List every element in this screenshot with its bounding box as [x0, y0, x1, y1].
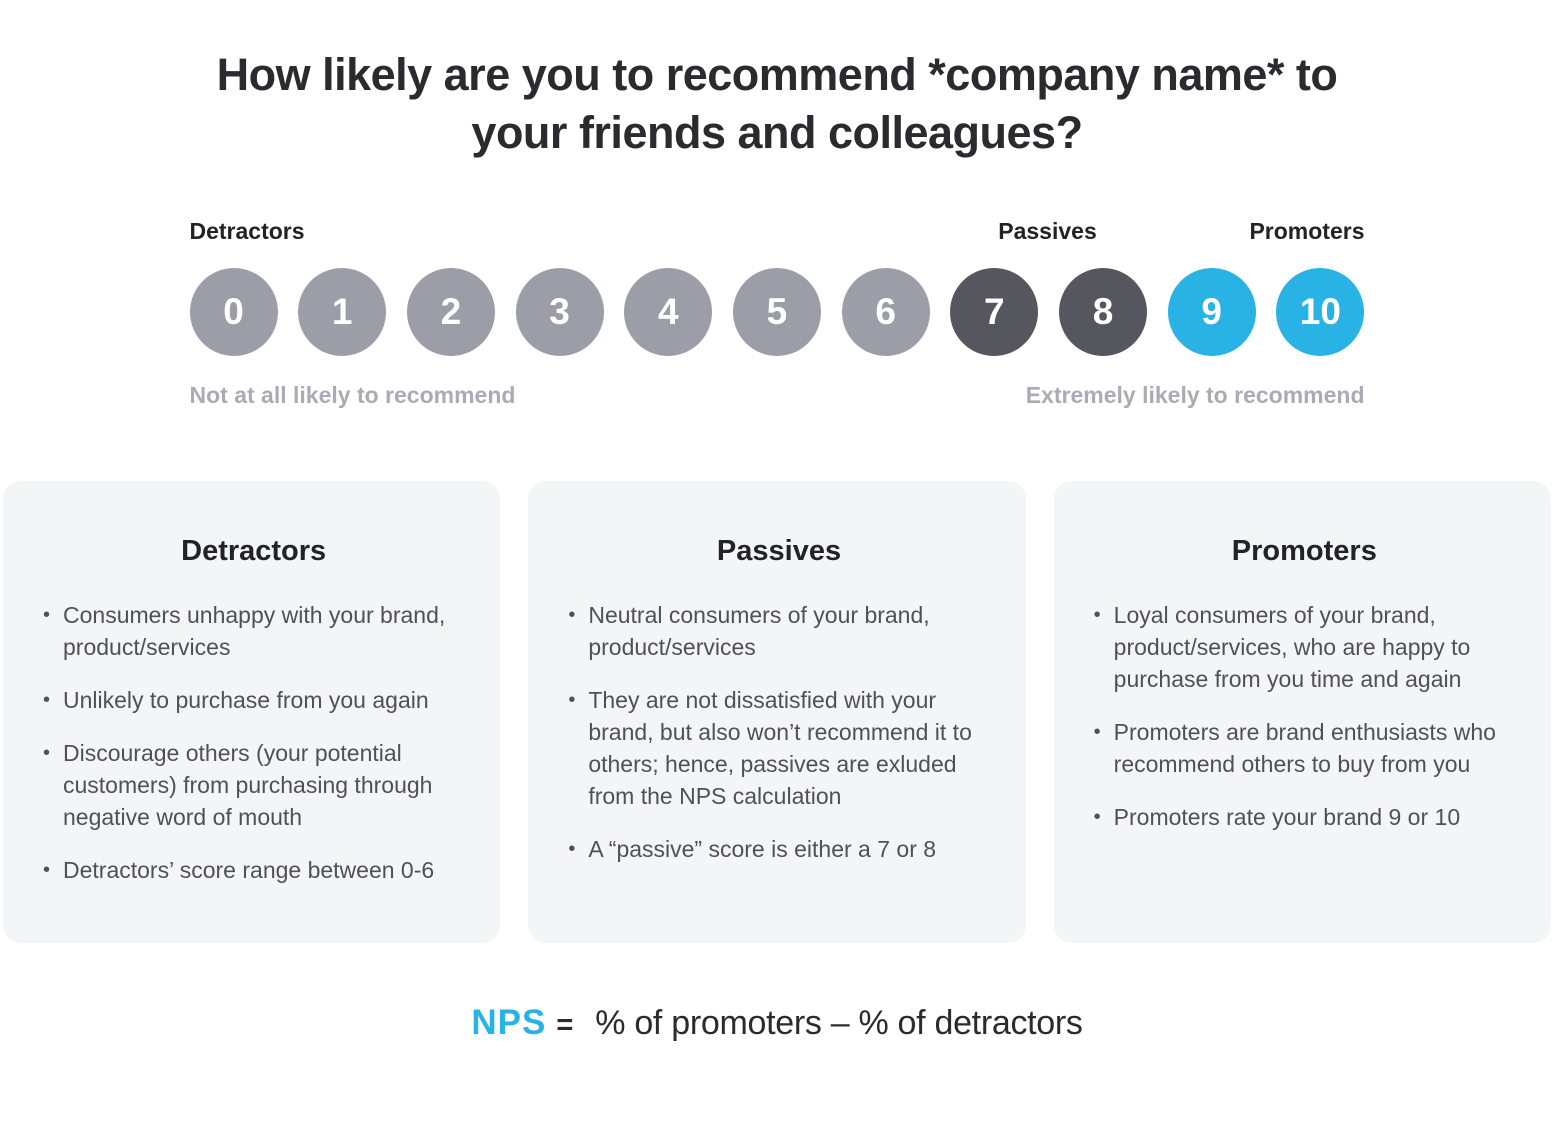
detractors-card-title: Detractors: [181, 535, 327, 567]
list-item: • Neutral consumers of your brand, product/services: [562, 599, 995, 663]
list-item: • They are not dissatisfied with your brand, but also won’t recommend it to others; hence, passives are exluded from the NPS calculation: [562, 684, 995, 812]
list-item: • A “passive” score is either a 7 or 8: [562, 833, 995, 865]
promoters-bullet-list: [1088, 599, 1521, 833]
nps-formula: [0, 1003, 1554, 1043]
score-circle-9[interactable]: 9: [1168, 268, 1256, 356]
score-circle-7[interactable]: 7: [950, 268, 1038, 356]
nps-formula-expression: % of promoters – % of detractors: [595, 1004, 1083, 1042]
category-cards: [0, 481, 1554, 943]
page-title-line1: How likely are you to recommend *company name* to: [216, 49, 1338, 100]
score-circle-10[interactable]: 10: [1276, 268, 1364, 356]
promoters-card: [1054, 481, 1551, 943]
passives-card: [528, 481, 1025, 943]
scale-group-labels: [190, 218, 1365, 246]
list-item: • Detractors’ score range between 0-6: [37, 854, 470, 886]
list-item: • Unlikely to purchase from you again: [37, 684, 470, 716]
left-scale-caption: Not at all likely to recommend: [189, 382, 516, 408]
scale-captions: [190, 382, 1365, 409]
list-item: • Promoters rate your brand 9 or 10: [1088, 801, 1521, 833]
score-circle-2[interactable]: 2: [407, 268, 495, 356]
list-item: • Loyal consumers of your brand, product/services, who are happy to purchase from you time and again: [1088, 599, 1521, 695]
detractors-bullet-list: [37, 599, 470, 886]
passives-group-label: Passives: [998, 218, 1097, 244]
score-circle-row: [190, 268, 1365, 356]
promoters-group-label: Promoters: [1249, 218, 1365, 244]
score-circle-8[interactable]: 8: [1059, 268, 1147, 356]
nps-formula-equals: =: [556, 1009, 574, 1041]
nps-formula-label: NPS: [471, 1003, 547, 1042]
page-title: [0, 46, 1554, 162]
passives-bullet-list: [562, 599, 995, 865]
passives-card-title: Passives: [716, 535, 842, 567]
detractors-card: [3, 481, 500, 943]
detractors-group-label: Detractors: [189, 218, 305, 244]
score-circle-6[interactable]: 6: [842, 268, 930, 356]
right-scale-caption: Extremely likely to recommend: [1025, 382, 1365, 408]
score-circle-1[interactable]: 1: [298, 268, 386, 356]
promoters-card-title: Promoters: [1231, 535, 1377, 567]
nps-scale: [190, 218, 1365, 409]
score-circle-0[interactable]: 0: [190, 268, 278, 356]
score-circle-5[interactable]: 5: [733, 268, 821, 356]
score-circle-4[interactable]: 4: [624, 268, 712, 356]
list-item: • Discourage others (your potential customers) from purchasing through negative word of mouth: [37, 737, 470, 833]
page-title-line2: your friends and colleagues?: [471, 107, 1083, 158]
score-circle-3[interactable]: 3: [516, 268, 604, 356]
list-item: • Promoters are brand enthusiasts who recommend others to buy from you: [1088, 716, 1521, 780]
list-item: • Consumers unhappy with your brand, product/services: [37, 599, 470, 663]
